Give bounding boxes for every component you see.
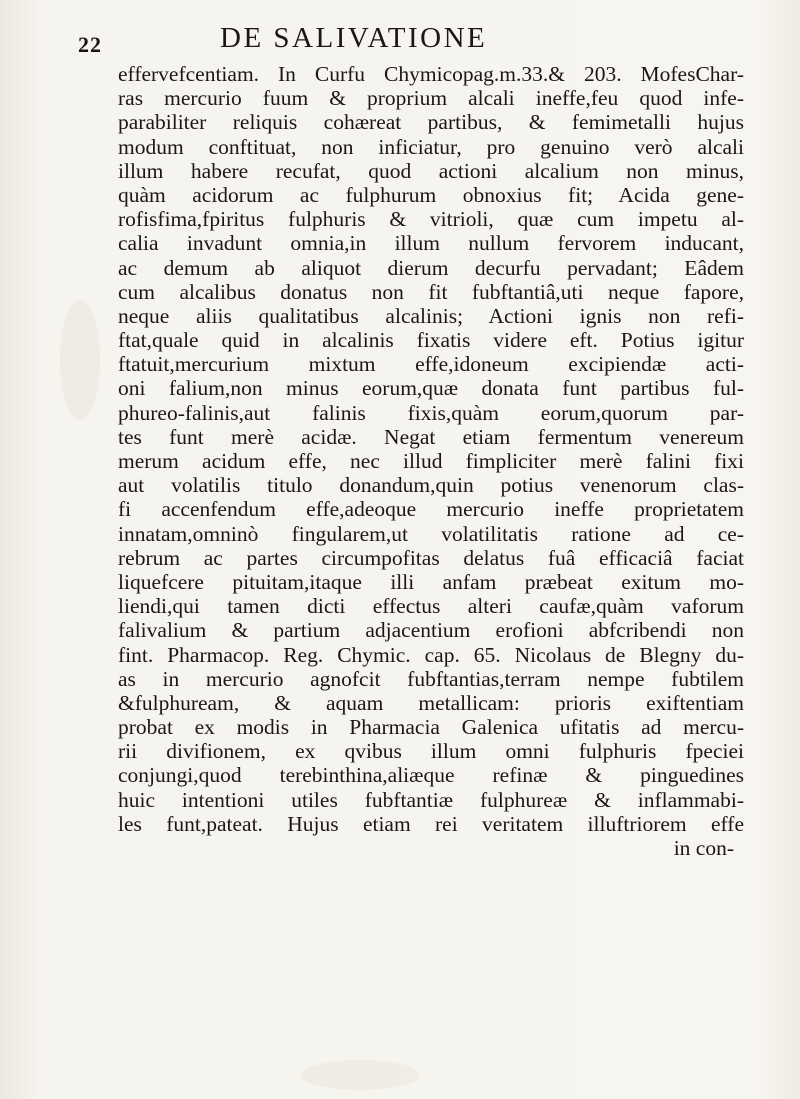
text-line: ac demum ab aliquot dierum decurfu pervadant; Eâdem <box>118 255 744 280</box>
text-line: neque aliis qualitatibus alcalinis; Actioni ignis non refi- <box>118 303 744 328</box>
page-number: 22 <box>78 32 102 57</box>
running-head: DE SALIVATIONE <box>220 22 488 54</box>
text-line: quàm acidorum ac fulphurum obnoxius fit; Acida gene- <box>118 182 744 207</box>
text-line: as in mercurio agnofcit fubftantias,terram nempe fubtilem <box>118 666 744 691</box>
text-line: falivalium & partium adjacentium erofioni abfcribendi non <box>118 618 744 643</box>
text-line: rii divifionem, ex qvibus illum omni fulphuris fpeciei <box>118 739 744 764</box>
body-text <box>118 62 744 860</box>
text-line: merum acidum effe, nec illud fimpliciter merè falini fixi <box>118 449 744 473</box>
text-line: aut volatilis titulo donandum,quin potius venenorum clas- <box>118 473 744 498</box>
text-line: ras mercurio fuum & proprium alcali ineffe,feu quod infe- <box>118 86 744 111</box>
text-line: illum habere recufat, quod actioni alcalium non minus, <box>118 158 744 183</box>
text-line: les funt,pateat. Hujus etiam rei veritatem illuftriorem effe <box>118 811 744 836</box>
text-line: huic intentioni utiles fubftantiæ fulphureæ & inflammabi- <box>118 787 744 812</box>
text-line: &fulphuream, & aquam metallicam: prioris exiftentiam <box>118 690 744 715</box>
text-line: calia invadunt omnia,in illum nullum fervorem inducant, <box>118 231 744 256</box>
text-line: cum alcalibus donatus non fit fubftantiâ,uti neque fapore, <box>118 279 744 304</box>
text-line: liendi,qui tamen dicti effectus alteri caufæ,quàm vaforum <box>118 594 744 619</box>
text-line: rofisfima,fpiritus fulphuris & vitrioli, quæ cum impetu al- <box>118 207 744 232</box>
text-line: liquefcere pituitam,itaque illi anfam præbeat exitum mo- <box>118 569 744 594</box>
page-header <box>72 20 772 60</box>
text-line: modum conftituat, non inficiatur, pro genuino verò alcali <box>118 134 744 159</box>
text-line: oni falium,non minus eorum,quæ donata funt partibus ful- <box>118 376 744 401</box>
text-line: ftatuit,mercurium mixtum effe,idoneum excipiendæ acti- <box>118 352 744 377</box>
text-line: fi accenfendum effe,adeoque mercurio ineffe proprietatem <box>118 497 744 522</box>
text-line: probat ex modis in Pharmacia Galenica ufitatis ad mercu- <box>118 715 744 740</box>
text-line: phureo-falinis,aut falinis fixis,quàm eorum,quorum par- <box>118 400 744 425</box>
text-line: innatam,omninò fingularem,ut volatilitatis ratione ad ce- <box>118 521 744 546</box>
text-line: rebrum ac partes circumpofitas delatus fuâ efficaciâ faciat <box>118 545 744 570</box>
text-line: conjungi,quod terebinthina,aliæque refinæ & pinguedines <box>118 763 744 788</box>
text-line: parabiliter reliquis cohæreat partibus, & femimetalli hujus <box>118 110 744 135</box>
text-line: in con- <box>673 836 734 860</box>
text-line: fint. Pharmacop. Reg. Chymic. cap. 65. Nicolaus de Blegny du- <box>118 642 744 667</box>
text-line: effervefcentiam. In Curfu Chymicopag.m.33.& 203. MofesChar- <box>118 62 744 86</box>
paper-stain <box>300 1060 420 1090</box>
text-line: ftat,quale quid in alcalinis fixatis videre eft. Potius igitur <box>118 328 744 353</box>
paper-stain <box>60 300 100 420</box>
text-line: tes funt merè acidæ. Negat etiam fermentum venereum <box>118 424 744 449</box>
